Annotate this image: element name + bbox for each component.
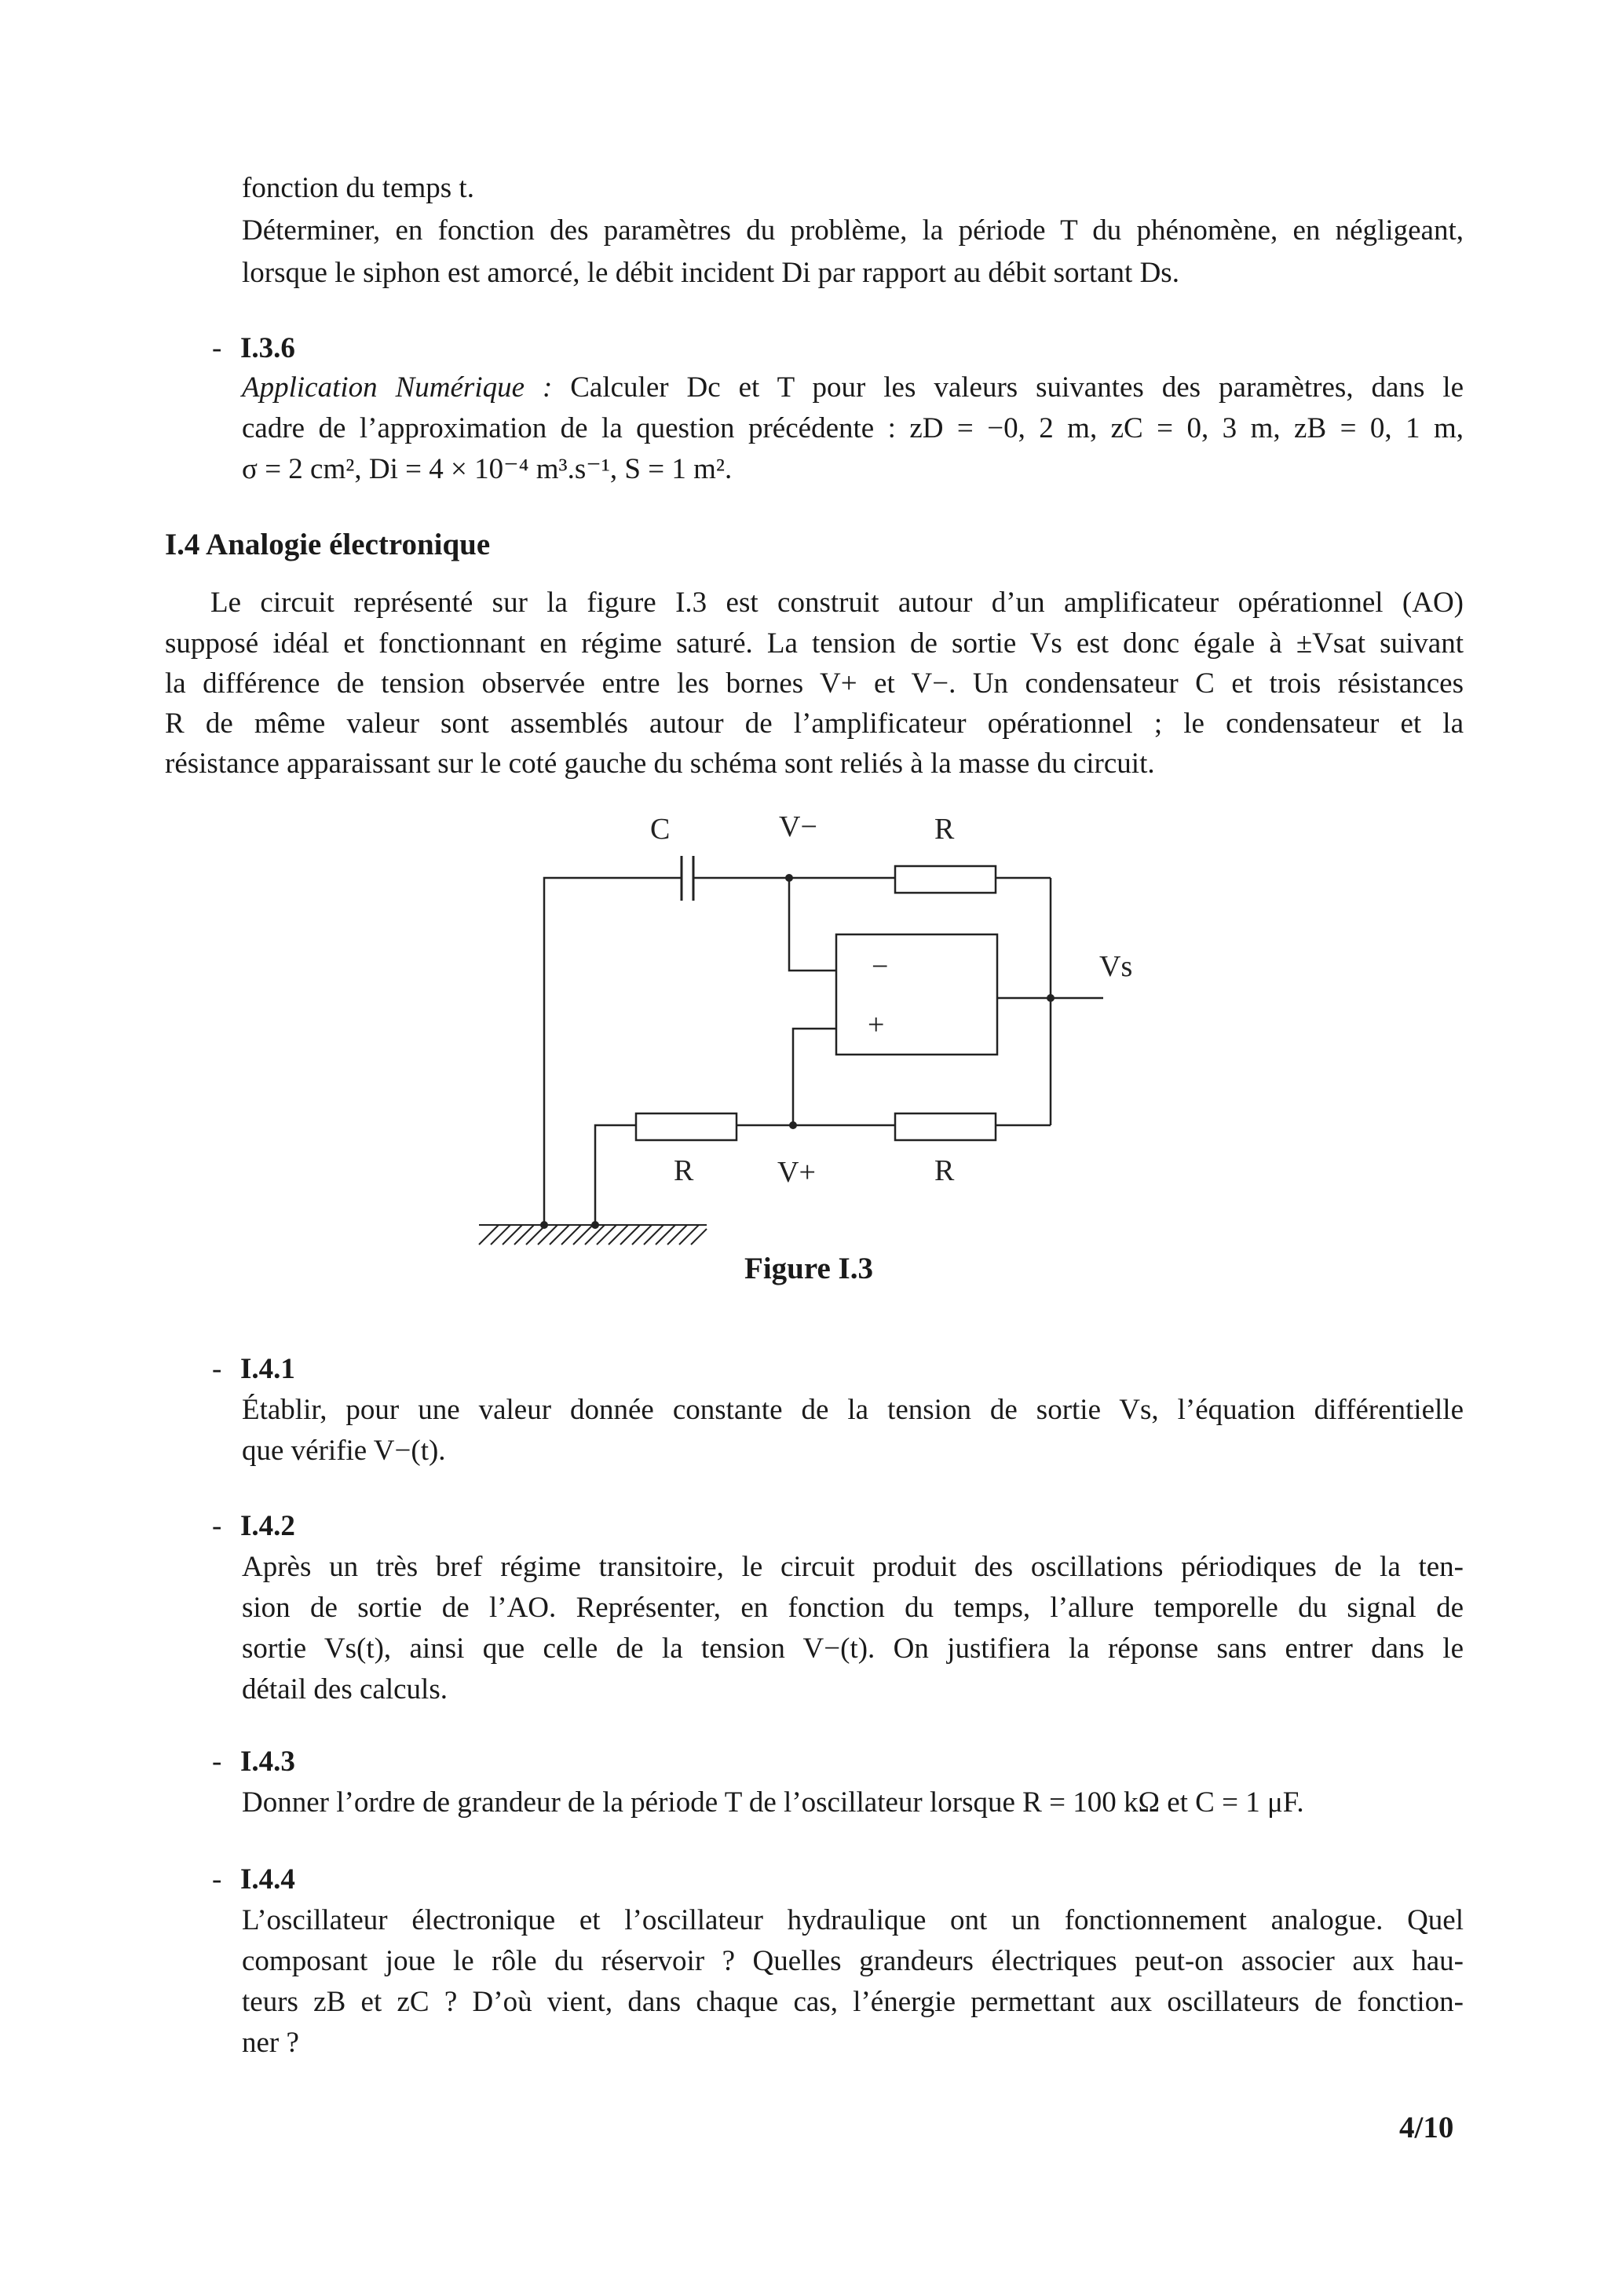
question-number-1-4-4: - I.4.4 (212, 1863, 295, 1896)
q142-line-1: Après un très bref régime transitoire, le circuit produit des oscillations périodiques de la ten- (242, 1551, 1464, 1583)
resistor-top (895, 866, 996, 893)
q142-line-4: détail des calculs. (242, 1673, 448, 1706)
question-number-1-4-3: - I.4.3 (212, 1746, 295, 1778)
label-opamp-plus: + (868, 1008, 885, 1041)
label-opamp-minus: − (872, 950, 889, 983)
figure-caption: Figure I.3 (744, 1252, 873, 1285)
intro-line-2: Déterminer, en fonction des paramètres du problème, la période T du phénomène, en négligeant, (242, 214, 1464, 247)
question-number-1-4-1: - I.4.1 (212, 1353, 295, 1385)
label-vminus: V− (779, 810, 817, 843)
q136-label: Application Numérique : (242, 371, 553, 404)
opamp-body (836, 934, 997, 1055)
label-resistor-bottom-right: R (934, 1154, 955, 1187)
q141-line-1: Établir, pour une valeur donnée constante de la tension de sortie Vs, l’équation différentielle (242, 1394, 1464, 1426)
question-number-label: I.4.3 (240, 1746, 295, 1778)
question-number-label: I.4.1 (240, 1353, 295, 1385)
q144-line-3: teurs zB et zC ? D’où vient, dans chaque cas, l’énergie permettant aux oscillateurs de fonction- (242, 1986, 1464, 2018)
resistor-bottom-right (895, 1113, 996, 1140)
wire-vminus-to-opamp (789, 878, 836, 971)
q136-line-2: cadre de l’approximation de la question précédente : zD = −0, 2 m, zC = 0, 3 m, zB = 0, 1 m, (242, 412, 1464, 444)
section-para-line-1: Le circuit représenté sur la figure I.3 est construit autour d’un amplificateur opérationnel (AO) (210, 587, 1464, 619)
section-para-line-3: la différence de tension observée entre les bornes V+ et V−. Un condensateur C et trois résistances (165, 667, 1464, 700)
label-resistor-top: R (934, 813, 955, 846)
question-number-label: I.4.2 (240, 1510, 295, 1542)
q144-line-2: composant joue le rôle du réservoir ? Quelles grandeurs électriques peut-on associer aux hau- (242, 1945, 1464, 1977)
label-resistor-bottom-left: R (674, 1154, 694, 1187)
q144-line-1: L’oscillateur électronique et l’oscillateur hydraulique ont un fonctionnement analogue. Quel (242, 1904, 1464, 1936)
q144-line-4: ner ? (242, 2027, 299, 2059)
intro-line-3: lorsque le siphon est amorcé, le débit incident Di par rapport au débit sortant Ds. (242, 257, 1179, 289)
q136-line-1 (242, 367, 1464, 408)
section-title: I.4 Analogie électronique (165, 528, 491, 561)
section-para-line-5: résistance apparaissant sur le coté gauche du schéma sont reliés à la masse du circuit. (165, 748, 1155, 780)
question-number-label: I.4.4 (240, 1863, 295, 1896)
q143-line-1: Donner l’ordre de grandeur de la période T de l’oscillateur lorsque R = 100 kΩ et C = 1 μF. (242, 1786, 1304, 1819)
question-number-1-4-2: - I.4.2 (212, 1510, 295, 1542)
wire-left-to-capacitor (544, 878, 682, 1225)
circuit-diagram (471, 805, 1146, 1252)
question-number-label: I.3.6 (240, 332, 295, 364)
question-number-1-3-6: - I.3.6 (212, 332, 295, 364)
q141-line-2: que vérifie V−(t). (242, 1435, 446, 1467)
q136-line-3: σ = 2 cm², Di = 4 × 10⁻⁴ m³.s⁻¹, S = 1 m². (242, 453, 733, 485)
wire-left-resistor-to-ground (595, 1125, 636, 1225)
section-para-line-4: R de même valeur sont assemblés autour de l’amplificateur opérationnel ; le condensateur et la (165, 707, 1464, 740)
q136-text-1: Calculer Dc et T pour les valeurs suivantes des paramètres, dans le (570, 371, 1464, 404)
resistor-bottom-left (636, 1113, 737, 1140)
label-vplus: V+ (777, 1156, 816, 1189)
q142-line-3: sortie Vs(t), ainsi que celle de la tension V−(t). On justifiera la réponse sans entrer dans le (242, 1632, 1464, 1665)
intro-line-1: fonction du temps t. (242, 172, 474, 204)
page-number: 4/10 (1399, 2111, 1454, 2144)
wire-opamp-plus-to-vplus (793, 1029, 836, 1125)
q142-line-2: sion de sortie de l’AO. Représenter, en fonction du temps, l’allure temporelle du signal de (242, 1592, 1464, 1624)
label-vs: Vs (1099, 950, 1133, 983)
label-capacitor: C (650, 813, 671, 846)
section-para-line-2: supposé idéal et fonctionnant en régime saturé. La tension de sortie Vs est donc égale à ±Vsat suivant (165, 627, 1464, 660)
